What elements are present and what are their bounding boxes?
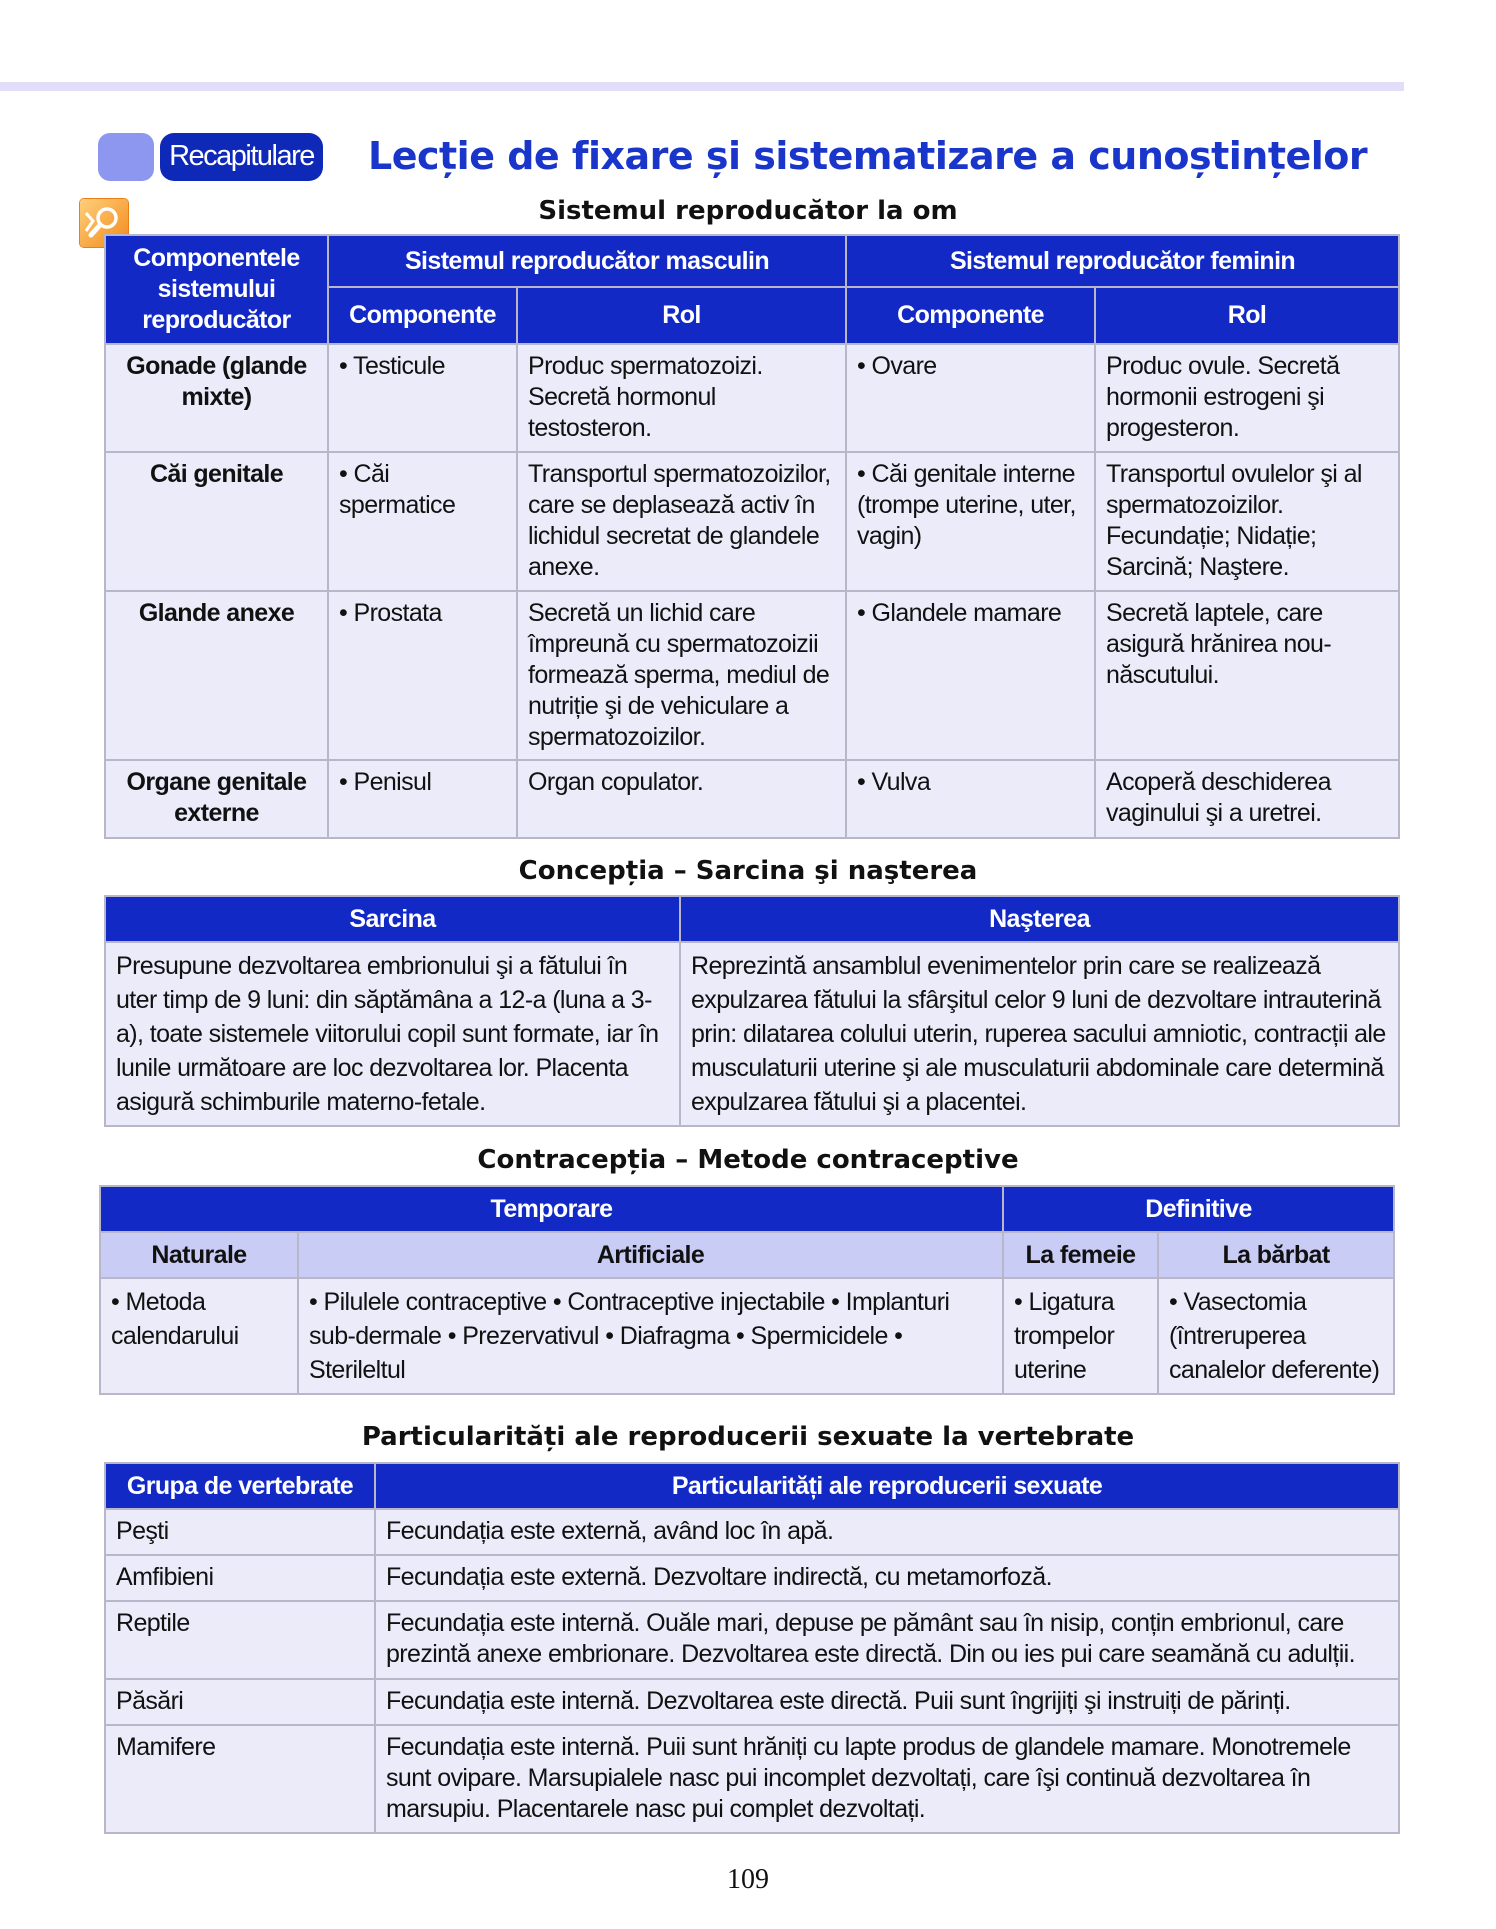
header-definitive: Definitive	[1003, 1186, 1394, 1232]
vertebrate-group: Peşti	[105, 1509, 375, 1555]
male-component: • Penisul	[328, 760, 517, 838]
vertebrate-group: Mamifere	[105, 1725, 375, 1833]
conception-table	[104, 895, 1400, 1127]
header-natural: Naturale	[100, 1232, 298, 1278]
table-row	[105, 344, 1399, 452]
vertebrates-table	[104, 1462, 1400, 1834]
header-pregnancy: Sarcina	[105, 896, 680, 942]
contraception-table	[99, 1185, 1395, 1395]
vertebrate-features: Fecundația este externă. Dezvoltare indirectă, cu metamorfoză.	[375, 1555, 1399, 1601]
natural-methods: • Metoda calendarului	[100, 1278, 298, 1394]
male-role: Produc spermatozoizi. Secretă hormonul testosteron.	[517, 344, 846, 452]
recap-badge: Recapitulare	[160, 133, 323, 181]
male-component: • Prostata	[328, 591, 517, 760]
header-birth: Naşterea	[680, 896, 1399, 942]
table-row	[105, 591, 1399, 760]
table-row	[105, 1679, 1399, 1725]
female-component: • Vulva	[846, 760, 1095, 838]
reproductive-system-table	[104, 234, 1400, 839]
male-definitive-methods: • Vasectomia (întreruperea canalelor deferente)	[1158, 1278, 1394, 1394]
header-male-system: Sistemul reproducător masculin	[328, 235, 846, 287]
female-role: Produc ovule. Secretă hormonii estrogeni şi progesteron.	[1095, 344, 1399, 452]
header-artificial: Artificiale	[298, 1232, 1003, 1278]
vertebrate-features: Fecundația este internă. Dezvoltarea este directă. Puii sunt îngrijiți şi instruiți de părinți.	[375, 1679, 1399, 1725]
header-female-system: Sistemul reproducător feminin	[846, 235, 1399, 287]
header-male-role: Rol	[517, 287, 846, 344]
female-component: • Căi genitale interne (trompe uterine, uter, vagin)	[846, 452, 1095, 591]
table-row	[105, 1601, 1399, 1679]
female-definitive-methods: • Ligatura trompelor uterine	[1003, 1278, 1158, 1394]
top-divider	[0, 82, 1404, 91]
table-row	[105, 1725, 1399, 1833]
pregnancy-text: Presupune dezvoltarea embrionului şi a fătului în uter timp de 9 luni: din săptămâna a 12-a (luna a 3-a), toate sistemele viitorului copil sunt formate, iar în lunile următoare are loc dezvoltarea lor. Placenta asigură schimburile materno-fetale.	[105, 942, 680, 1126]
header-female-role: Rol	[1095, 287, 1399, 344]
header-reproduction-features: Particularități ale reproducerii sexuate	[375, 1463, 1399, 1509]
header-male: La bărbat	[1158, 1232, 1394, 1278]
vertebrate-group: Reptile	[105, 1601, 375, 1679]
vertebrate-group: Păsări	[105, 1679, 375, 1725]
row-label: Gonade (glande mixte)	[105, 344, 328, 452]
female-component: • Glandele mamare	[846, 591, 1095, 760]
table-row	[105, 1555, 1399, 1601]
vertebrate-group: Amfibieni	[105, 1555, 375, 1601]
female-role: Secretă laptele, care asigură hrănirea nou-născutului.	[1095, 591, 1399, 760]
artificial-methods: • Pilulele contraceptive • Contraceptive injectabile • Implanturi sub-dermale • Prezervativul • Diafragma • Spermicidele • Sterileltul	[298, 1278, 1003, 1394]
section-title-conception: Concepția – Sarcina şi naşterea	[518, 856, 978, 886]
header-vertebrate-group: Grupa de vertebrate	[105, 1463, 375, 1509]
table-row	[105, 1509, 1399, 1555]
row-label: Căi genitale	[105, 452, 328, 591]
male-role: Transportul spermatozoizilor, care se deplasează activ în lichidul secretat de glandele anexe.	[517, 452, 846, 591]
header-decoration	[98, 133, 154, 181]
header-female-components: Componente	[846, 287, 1095, 344]
female-role: Acoperă deschiderea vaginului şi a uretrei.	[1095, 760, 1399, 838]
vertebrate-features: Fecundația este externă, având loc în apă.	[375, 1509, 1399, 1555]
header-male-components: Componente	[328, 287, 517, 344]
page-title: Lecție de fixare și sistematizare a cunoștințelor	[368, 134, 1368, 178]
male-role: Organ copulator.	[517, 760, 846, 838]
male-role: Secretă un lichid care împreună cu spermatozoizii formează sperma, mediul de nutriție şi de vehiculare a spermatozoizilor.	[517, 591, 846, 760]
table-row	[105, 760, 1399, 838]
table-row	[105, 452, 1399, 591]
page-number: 109	[727, 1864, 769, 1895]
section-title-vertebrates: Particularități ale reproducerii sexuate la vertebrate	[361, 1422, 1135, 1452]
row-label: Glande anexe	[105, 591, 328, 760]
birth-text: Reprezintă ansamblul evenimentelor prin care se realizează expulzarea fătului la sfârşitul celor 9 luni de dezvoltare intrauterină prin: dilatarea colului uterin, ruperea sacului amniotic, contracții ale musculaturii uterine şi ale musculaturii abdominale care determină expulzarea fătului şi a placentei.	[680, 942, 1399, 1126]
male-component: • Testicule	[328, 344, 517, 452]
female-role: Transportul ovulelor şi al spermatozoizilor. Fecundație; Nidație; Sarcină; Naştere.	[1095, 452, 1399, 591]
header-components-label: Componentele sistemului reproducător	[105, 235, 328, 344]
male-component: • Căi spermatice	[328, 452, 517, 591]
section-title-contraception: Contracepția – Metode contraceptive	[477, 1145, 1019, 1175]
section-title-reproductive-system: Sistemul reproducător la om	[538, 196, 958, 226]
row-label: Organe genitale externe	[105, 760, 328, 838]
vertebrate-features: Fecundația este internă. Ouăle mari, depuse pe pământ sau în nisip, conțin embrionul, care prezintă anexe embrionare. Dezvoltarea este directă. Din ou ies pui care seamănă cu adulții.	[375, 1601, 1399, 1679]
female-component: • Ovare	[846, 344, 1095, 452]
header-temporary: Temporare	[100, 1186, 1003, 1232]
header-female: La femeie	[1003, 1232, 1158, 1278]
vertebrate-features: Fecundația este internă. Puii sunt hrăniți cu lapte produs de glandele mamare. Monotremele sunt ovipare. Marsupialele nasc pui incomplet dezvoltați, care îşi continuă dezvoltarea în marsupiu. Placentarele nasc pui complet dezvoltați.	[375, 1725, 1399, 1833]
